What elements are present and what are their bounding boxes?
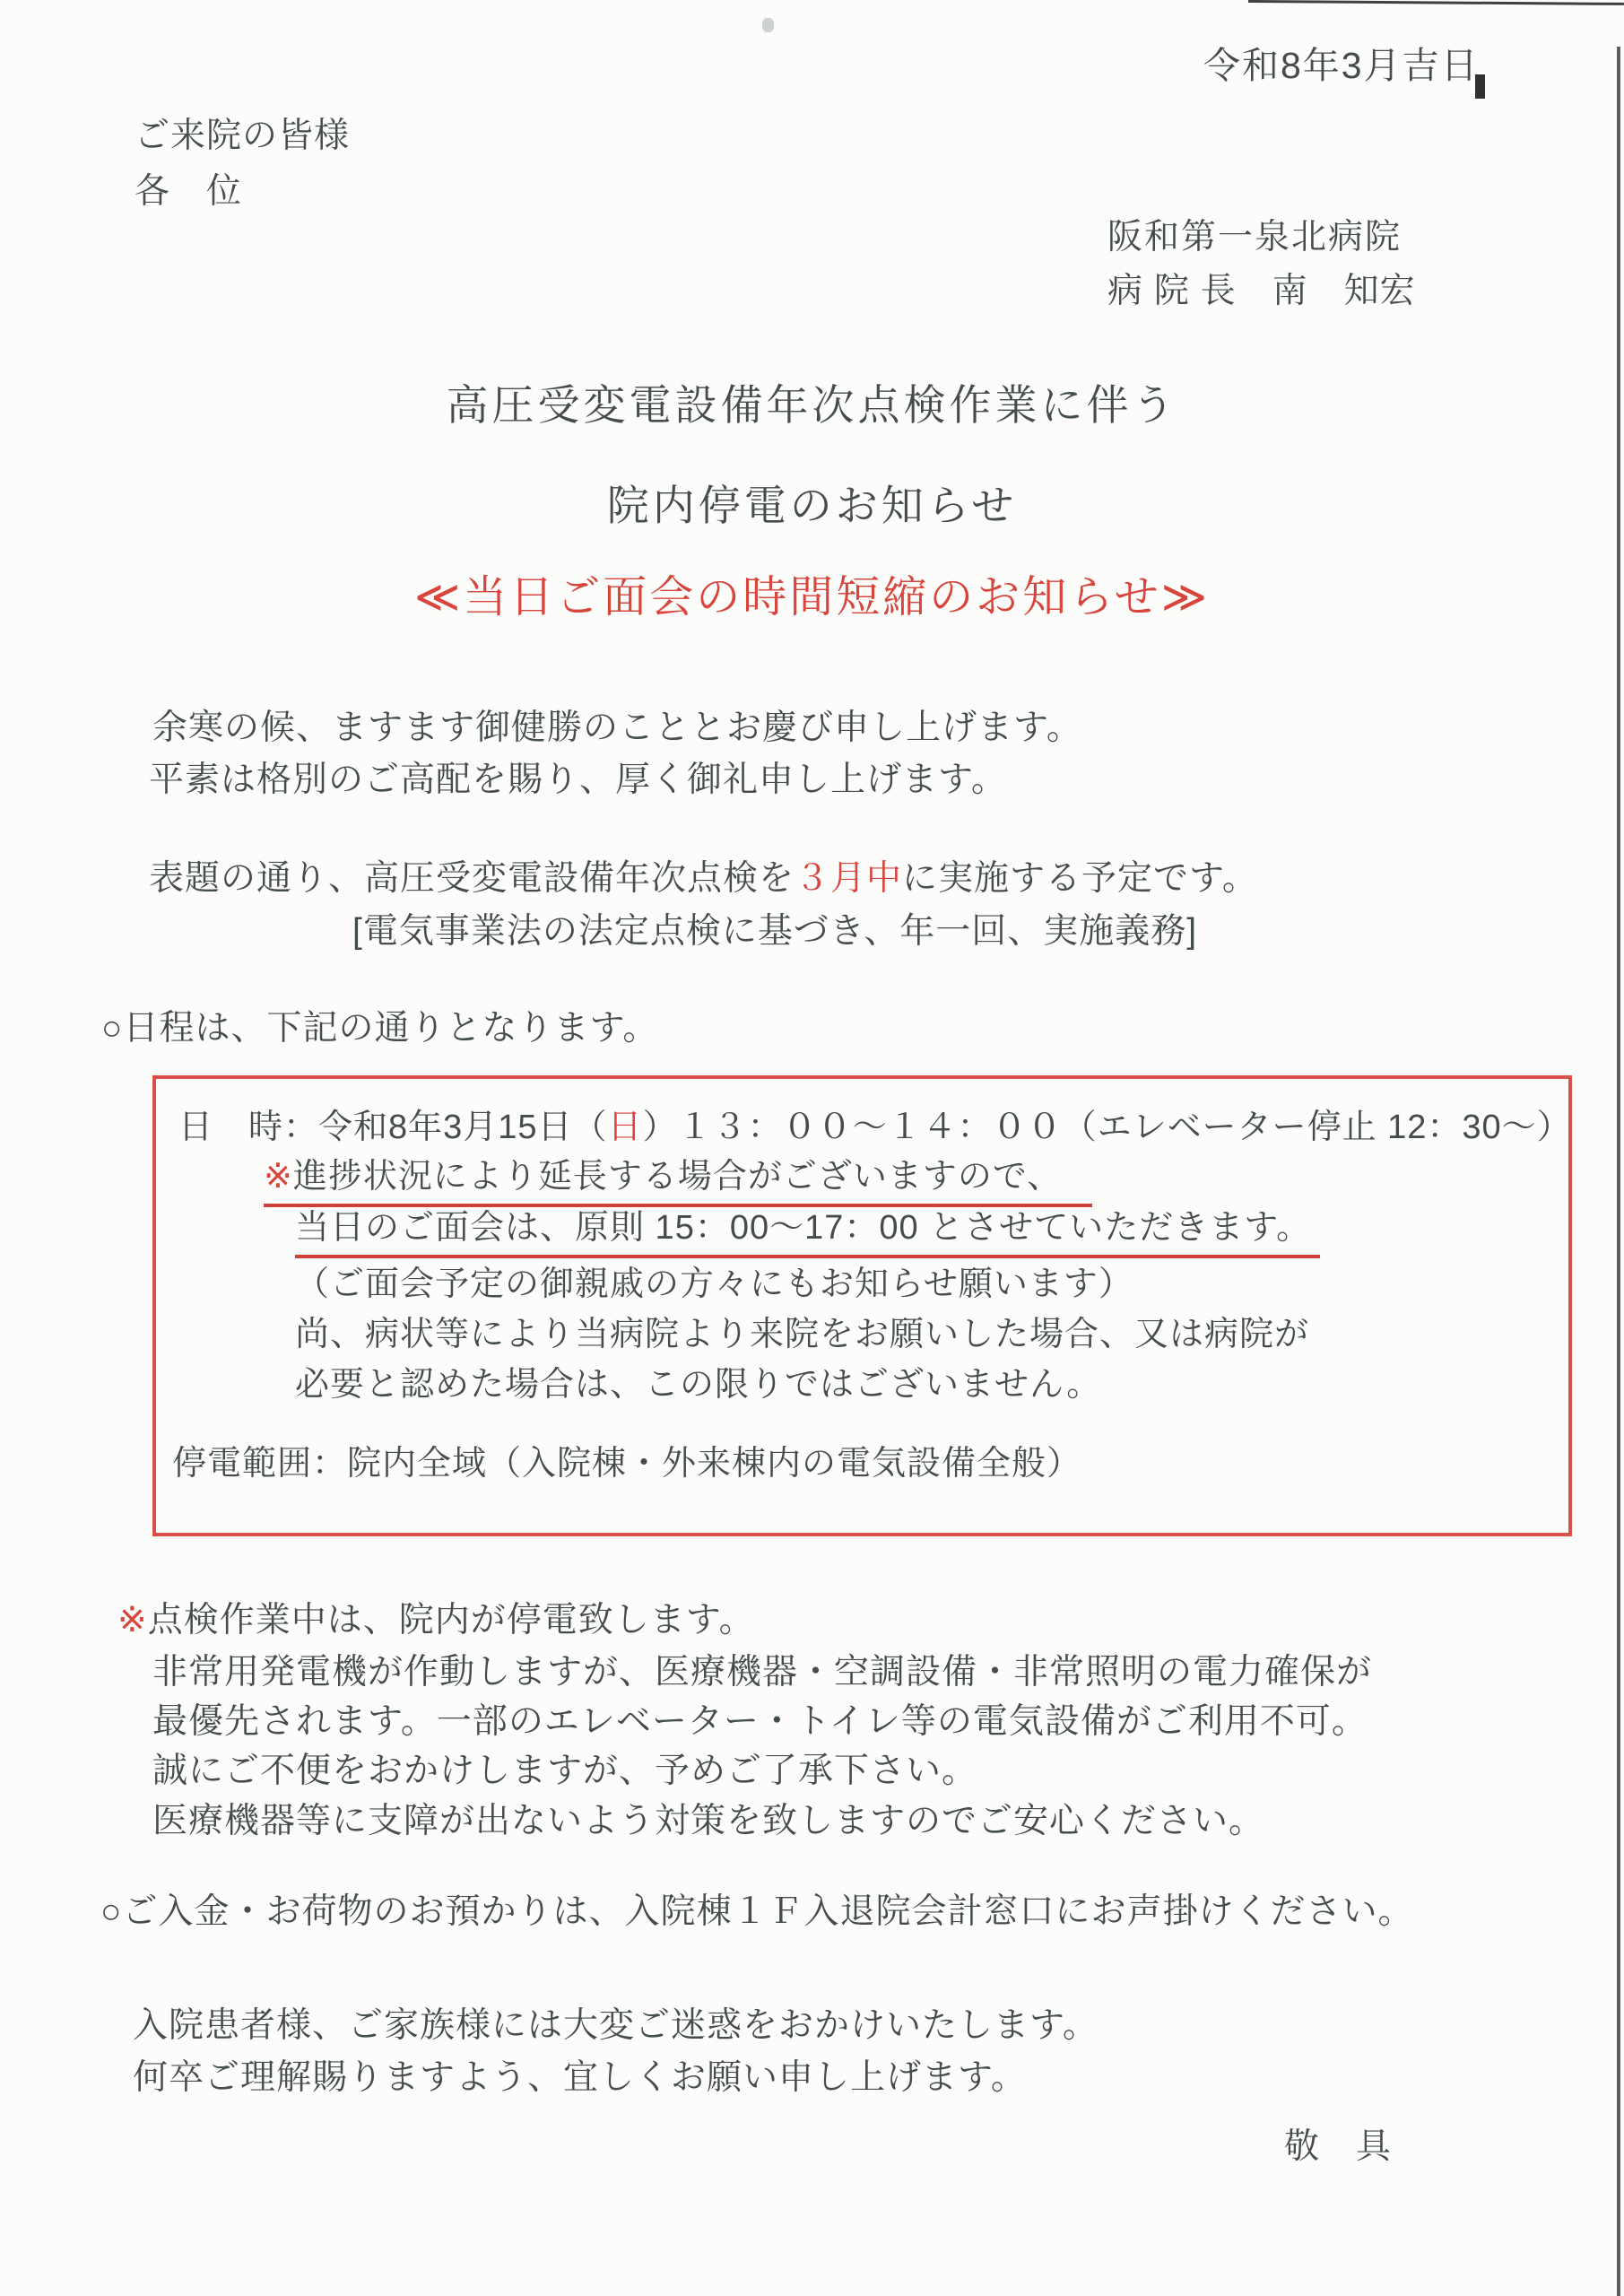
outage-note-line-4: 尚、病状等により当病院より来院をお願いした場合、又は病院が bbox=[295, 1316, 1310, 1353]
title-line-1: 高圧受変電設備年次点検作業に伴う bbox=[446, 381, 1178, 429]
sender-director: 病 院 長 南 知宏 bbox=[1107, 272, 1416, 310]
schedule-intro: ○日程は、下記の通りとなります。 bbox=[101, 1009, 659, 1048]
outage-scope: 停電範囲：院内全域（入院棟・外来棟内の電気設備全般） bbox=[172, 1445, 1082, 1483]
sender-hospital: 阪和第一泉北病院 bbox=[1107, 218, 1403, 257]
caution-line-1 bbox=[117, 1601, 755, 1641]
payment-line: ○ご入金・お荷物のお預かりは、入院棟１Ｆ入退院会計窓口にお声掛けください。 bbox=[100, 1892, 1414, 1931]
keigu-closing: 敬 具 bbox=[1284, 2127, 1393, 2166]
outage-note-line-1: 進捗状況により延長する場合がございますので、 bbox=[292, 1158, 1063, 1196]
title-line-2: 院内停電のお知らせ bbox=[606, 482, 1018, 529]
body-statement-month-red: ３月中 bbox=[795, 859, 903, 898]
closing-line-1: 入院患者様、ご家族様には大変ご迷惑をおかけいたします。 bbox=[133, 2006, 1099, 2045]
outage-note-line-5: 必要と認めた場合は、この限りではございません。 bbox=[295, 1366, 1102, 1404]
caution-line-5: 医療機器等に支障が出ないよう対策を致しますのでご安心ください。 bbox=[152, 1802, 1265, 1840]
recipient-line-1: ご来院の皆様 bbox=[135, 117, 351, 155]
outage-datetime-day-red: 日 bbox=[607, 1109, 643, 1146]
document-date: 令和8年3月吉日 bbox=[1203, 45, 1480, 86]
outage-notice-box bbox=[152, 1075, 1572, 1536]
caution-line-1-text: 点検作業中は、院内が停電致します。 bbox=[147, 1601, 755, 1639]
body-statement-prefix: 表題の通り、高圧受変電設備年次点検を bbox=[149, 859, 795, 898]
outage-note-line-2: 当日のご面会は、原則 15：00～17：00 とさせていただきます。 bbox=[295, 1209, 1320, 1258]
outage-note-underlined-1 bbox=[264, 1158, 1092, 1207]
caution-line-3: 最優先されます。一部のエレベーター・トイレ等の電気設備がご利用不可。 bbox=[152, 1702, 1368, 1741]
outage-datetime bbox=[178, 1109, 1572, 1148]
body-statement-suffix: に実施する予定です。 bbox=[902, 859, 1258, 898]
body-legal-note: [電気事業法の法定点検に基づき、年一回、実施義務] bbox=[352, 912, 1198, 951]
asterisk-mark: ※ bbox=[264, 1158, 293, 1196]
greeting-line-1: 余寒の候、ますます御健勝のこととお慶び申し上げます。 bbox=[152, 709, 1082, 747]
outage-datetime-suffix: ）１３：００～１４：００（エレベーター停止 12：30～） bbox=[642, 1109, 1572, 1146]
subtitle-red: ≪当日ご面会の時間短縮のお知らせ≫ bbox=[413, 573, 1211, 622]
scan-speck-artifact bbox=[762, 18, 774, 32]
recipient-line-2: 各 位 bbox=[135, 172, 243, 211]
body-statement bbox=[149, 859, 1258, 900]
scan-edge-top-artifact bbox=[1248, 0, 1624, 5]
caution-line-4: 誠にご不便をおかけしますが、予めご了承下さい。 bbox=[152, 1752, 978, 1790]
closing-line-2: 何卒ご理解賜りますよう、宜しくお願い申し上げます。 bbox=[133, 2058, 1027, 2097]
greeting-line-2: 平素は格別のご高配を賜り、厚く御礼申し上げます。 bbox=[149, 761, 1007, 799]
outage-note-underlined-2 bbox=[295, 1209, 1320, 1258]
outage-note-line-3: （ご面会予定の御親戚の方々にもお知らせ願います） bbox=[295, 1265, 1133, 1303]
outage-datetime-prefix: 日 時：令和8年3月15日（ bbox=[178, 1109, 608, 1146]
caution-line-2: 非常用発電機が作動しますが、医療機器・空調設備・非常照明の電力確保が bbox=[152, 1653, 1373, 1692]
asterisk-mark: ※ bbox=[117, 1601, 148, 1639]
